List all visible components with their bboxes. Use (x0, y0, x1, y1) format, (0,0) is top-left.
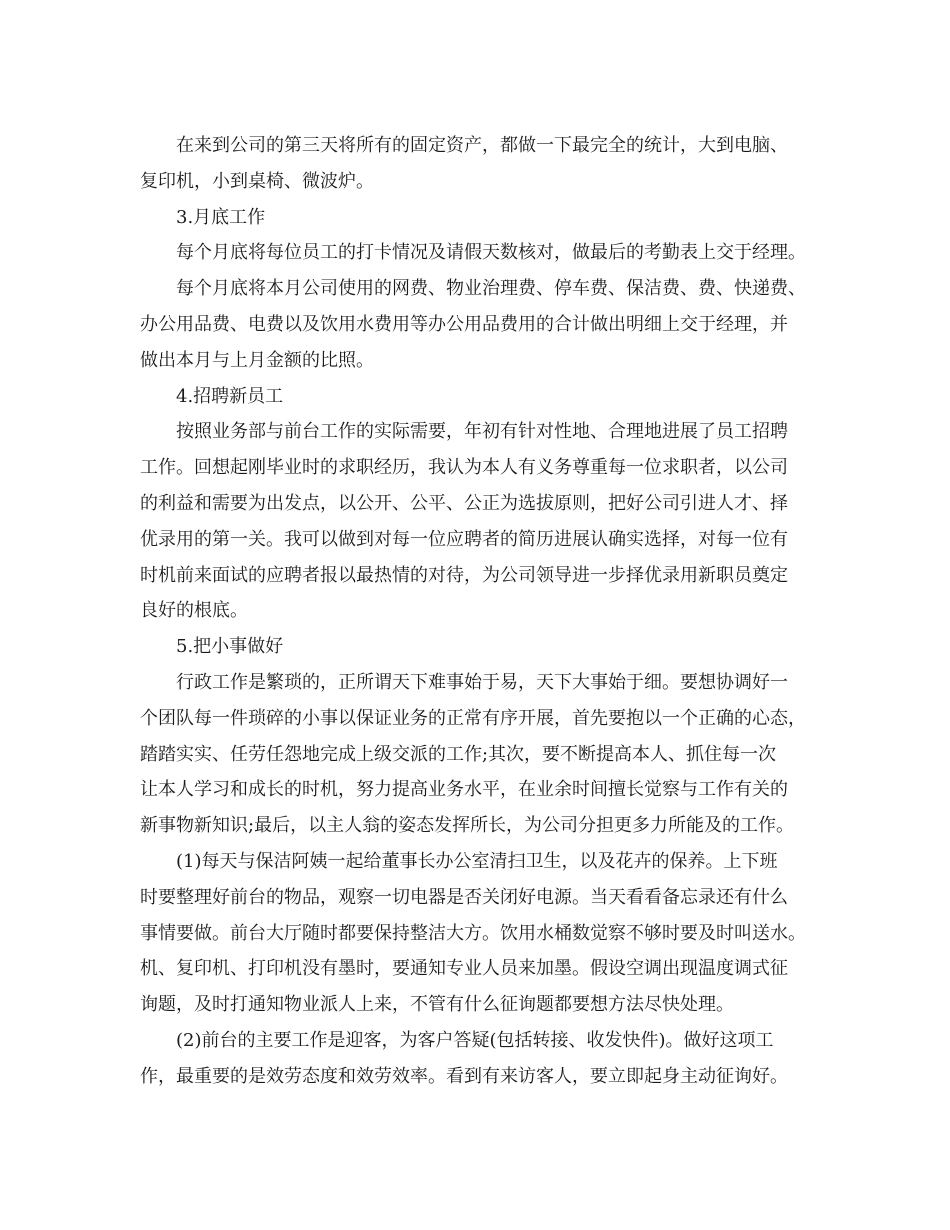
text-line: 时要整理好前台的物品，观察一切电器是否关闭好电源。当天看看备忘录还有什么 (140, 886, 788, 908)
text-line: 作，最重要的是效劳态度和效劳效率。看到有来访客人，要立即起身主动征询好。 (140, 1065, 788, 1087)
text-line: 行政工作是繁琐的，正所谓天下难事始于易，天下大事始于细。要想协调好一 (176, 671, 788, 693)
text-line: 办公用品费、电费以及饮用水费用等办公用品费用的合计做出明细上交于经理，并 (140, 313, 788, 335)
text-line: 个团队每一件琐碎的小事以保证业务的正常有序开展，首先要抱以一个正确的心态， (140, 707, 806, 729)
text-line: 在来到公司的第三天将所有的固定资产，都做一下最完全的统计，大到电脑、 (176, 135, 788, 156)
text-line: 每个月底将本月公司使用的网费、物业治理费、停车费、保洁费、费、快递费、 (176, 278, 806, 300)
text-line: 5.把小事做好 (176, 636, 284, 658)
text-line: 每个月底将每位员工的打卡情况及请假天数核对，做最后的考勤表上交于经理。 (176, 242, 806, 264)
text-line: 优录用的第一关。我可以做到对每一位应聘者的简历进展认确实选择，对每一位有 (140, 528, 788, 550)
text-line: 工作。回想起刚毕业时的求职经历，我认为本人有义务尊重每一位求职者，以公司 (140, 457, 788, 479)
text-line: 询题，及时打通知物业派人上来，不管有什么征询题都要想方法尽快处理。 (140, 994, 734, 1016)
text-line: (1)每天与保洁阿姨一起给董事长办公室清扫卫生，以及花卉的保养。上下班 (176, 850, 778, 872)
text-line: 4.招聘新员工 (176, 385, 284, 407)
text-line: 新事物新知识;最后，以主人翁的姿态发挥所长，为公司分担更多力所能及的工作。 (140, 815, 795, 837)
text-line: 的利益和需要为出发点，以公开、公平、公正为选拔原则，把好公司引进人才、择 (140, 492, 788, 514)
document-body (140, 128, 830, 1095)
text-line: 踏踏实实、任劳任怨地完成上级交派的工作;其次，要不断提高本人、抓住每一次 (140, 743, 777, 765)
text-line: 让本人学习和成长的时机，努力提高业务水平，在业余时间擅长觉察与工作有关的 (140, 779, 788, 801)
text-line: 时机前来面试的应聘者报以最热情的对待，为公司领导进一步择优录用新职员奠定 (140, 564, 788, 586)
text-line: 良好的根底。 (140, 600, 248, 622)
text-line: 3.月底工作 (176, 206, 266, 228)
text-line: 复印机，小到桌椅、微波炉。 (140, 170, 374, 192)
text-line: 按照业务部与前台工作的实际需要，年初有针对性地、合理地进展了员工招聘 (176, 421, 788, 443)
text-line: 机、复印机、打印机没有墨时，要通知专业人员来加墨。假设空调出现温度调式征 (140, 958, 788, 980)
text-line: 做出本月与上月金额的比照。 (140, 349, 374, 371)
text-line: 事情要做。前台大厅随时都要保持整洁大方。饮用水桶数觉察不够时要及时叫送水。 (140, 922, 806, 944)
text-line: (2)前台的主要工作是迎客，为客户答疑(包括转接、收发快件)。做好这项工 (176, 1029, 774, 1051)
